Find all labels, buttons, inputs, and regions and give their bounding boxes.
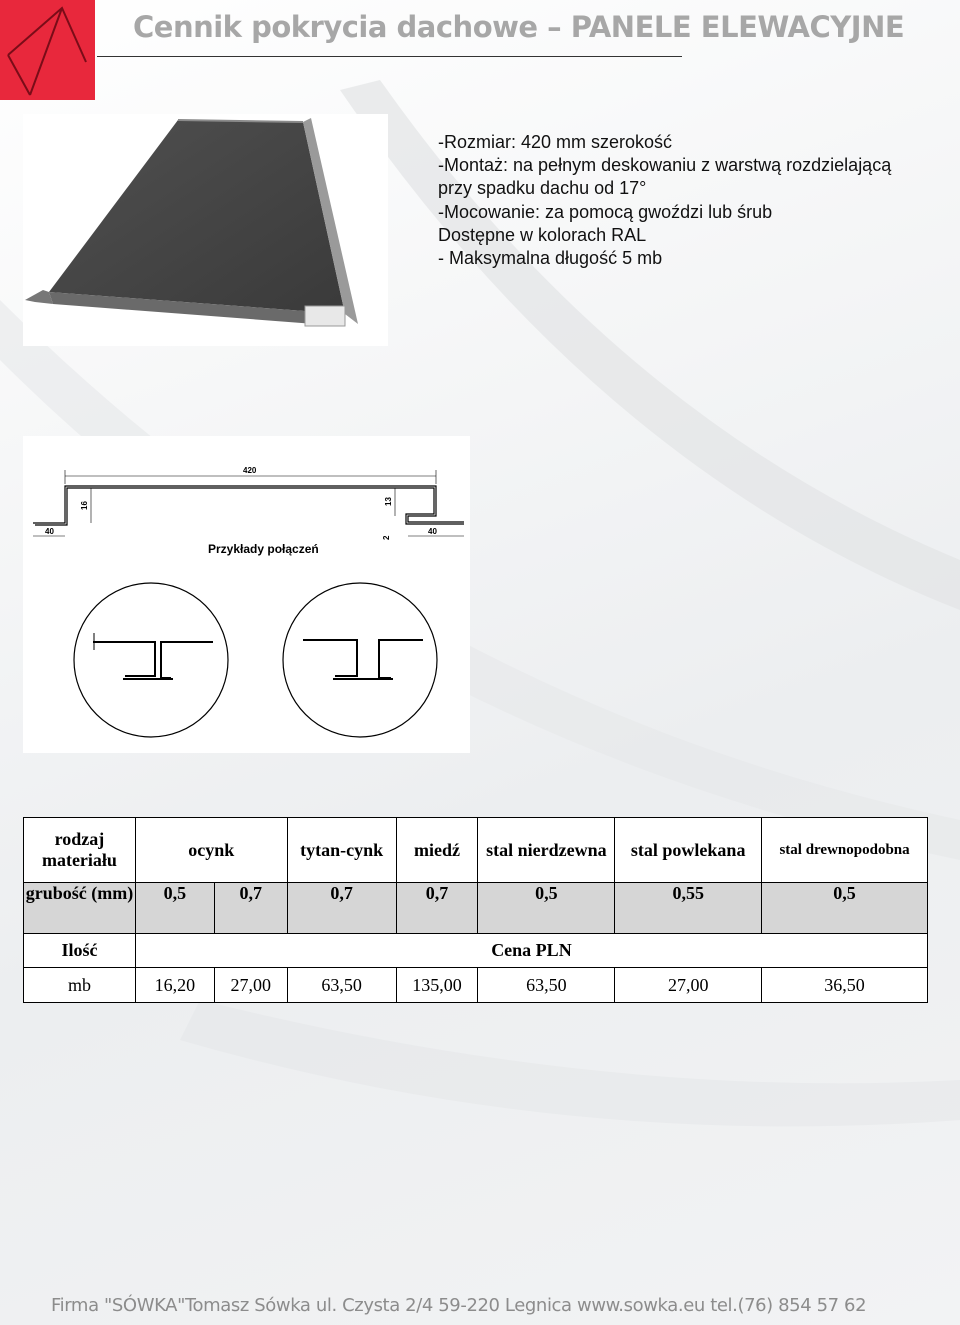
title-underline [97, 56, 682, 57]
thickness-cell: 0,55 [615, 883, 762, 934]
price-cell: 36,50 [762, 968, 928, 1003]
quantity-row [24, 934, 928, 968]
spec-line: Dostępne w kolorach RAL [438, 224, 647, 245]
dimension-right-flange: 40 [428, 527, 437, 536]
page-title: Cennik pokrycia dachowe – PANELE ELEWACYJNE [133, 10, 905, 44]
thickness-cell: 0,5 [135, 883, 214, 934]
thickness-cell: 0,5 [478, 883, 615, 934]
price-cell: 27,00 [615, 968, 762, 1003]
spec-line: -Mocowanie: za pomocą gwoździ lub śrub [438, 201, 773, 222]
material-row [24, 818, 928, 883]
material-cell: stal powlekana [615, 818, 762, 883]
price-cell: 135,00 [396, 968, 478, 1003]
price-cell: 63,50 [478, 968, 615, 1003]
thickness-row [24, 883, 928, 934]
material-header: rodzaj materiału [24, 818, 136, 883]
spec-line: - Maksymalna długość 5 mb [438, 248, 663, 269]
material-cell: tytan-cynk [287, 818, 396, 883]
quantity-header: Ilość [24, 934, 136, 968]
price-cell: 16,20 [135, 968, 214, 1003]
dimension-right-height: 13 [384, 497, 393, 506]
price-cell: 63,50 [287, 968, 396, 1003]
thickness-cell: 0,7 [214, 883, 287, 934]
dimension-left-flange: 40 [45, 527, 54, 536]
thickness-header: grubość (mm) [24, 883, 136, 934]
material-cell: miedź [396, 818, 478, 883]
panel-product-image [23, 114, 388, 346]
dimension-left-height: 16 [80, 501, 89, 510]
material-cell: ocynk [135, 818, 287, 883]
spec-line: przy spadku dachu od 17° [438, 178, 647, 199]
dimension-small: 2 [382, 535, 391, 540]
spec-line: -Rozmiar: 420 mm szerokość [438, 132, 673, 152]
material-cell: stal drewnopodobna [762, 818, 928, 883]
company-footer: Firma "SÓWKA"Tomasz Sówka ul. Czysta 2/4 59-220 Legnica www.sowka.eu tel.(76) 854 57 62 [51, 1295, 867, 1316]
unit-label: mb [24, 968, 136, 1003]
company-logo [0, 0, 95, 100]
thickness-cell: 0,5 [762, 883, 928, 934]
dimension-width: 420 [243, 466, 257, 475]
spec-line: -Montaż: na pełnym deskowaniu z warstwą rozdzielającą [438, 155, 892, 176]
thickness-cell: 0,7 [287, 883, 396, 934]
price-cell: 27,00 [214, 968, 287, 1003]
drawing-caption: Przykłady połączeń [208, 542, 319, 556]
price-header: Cena PLN [135, 934, 927, 968]
price-row [24, 968, 928, 1003]
thickness-cell: 0,7 [396, 883, 478, 934]
specifications [438, 131, 938, 270]
technical-drawing [23, 436, 470, 753]
material-cell: stal nierdzewna [478, 818, 615, 883]
price-table [23, 817, 928, 1003]
